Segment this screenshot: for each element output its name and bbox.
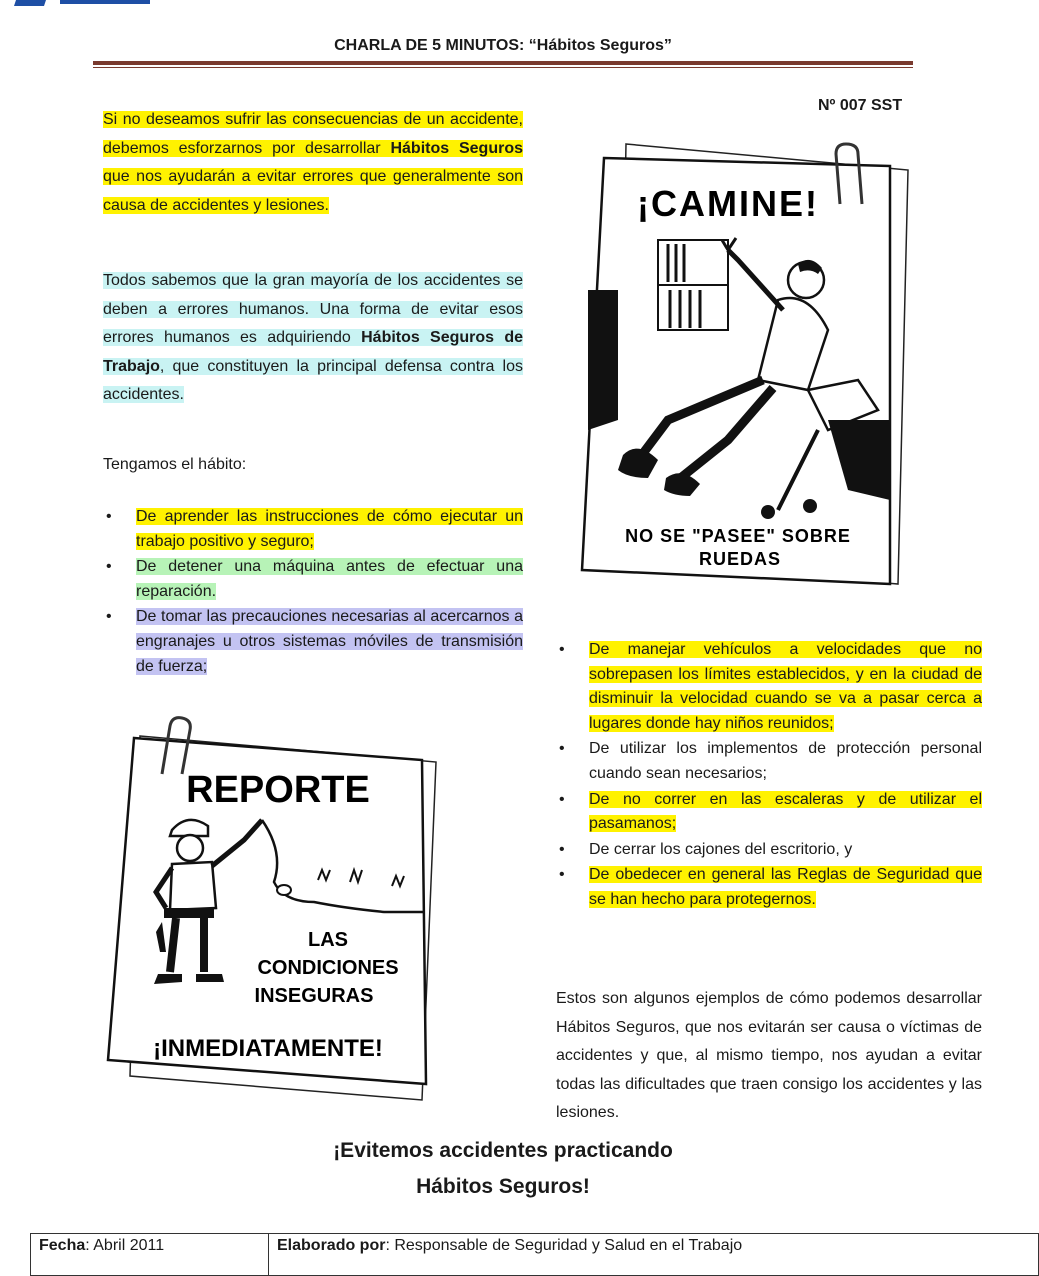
habits-lead-in: Tengamos el hábito:: [103, 456, 247, 473]
title-rule-thick: [93, 61, 913, 65]
fecha-cell: [31, 1234, 269, 1276]
habit-text: De detener una máquina antes de efectuar una reparación.: [136, 558, 523, 600]
list-item: [136, 505, 523, 554]
elaborado-label: Elaborado por: [277, 1237, 386, 1254]
list-item: [136, 555, 523, 604]
table-row: [31, 1234, 1039, 1276]
camine-poster: [578, 140, 912, 592]
habit-text: De obedecer en general las Reglas de Seguridad que se han hecho para protegernos.: [589, 866, 982, 908]
reporte-line-3: INSEGURAS: [254, 985, 374, 1007]
intro-p1-text-b: que nos ayudarán a evitar errores que generalmente son causa de accidentes y lesiones.: [103, 168, 523, 214]
intro-p2-text-b: , que constituyen la principal defensa contra los accidentes.: [103, 357, 523, 404]
list-item: [589, 737, 982, 786]
camine-caption-line-1: NO SE "PASEE" SOBRE: [625, 526, 851, 546]
habit-text: De aprender las instrucciones de cómo ejecutar un trabajo positivo y seguro;: [136, 508, 523, 550]
habit-text: De no correr en las escaleras y de utilizar el pasamanos;: [589, 790, 982, 833]
closing-slogan: [0, 1133, 1006, 1205]
closing-line-2: Hábitos Seguros!: [416, 1175, 590, 1198]
fecha-label: Fecha: [39, 1237, 86, 1254]
worker-head: [177, 835, 203, 861]
habits-list-right: [589, 638, 982, 914]
senati-logo: [0, 0, 180, 12]
intro-p1-text-a: Si no deseamos sufrir las consecuencias de un accidente, debemos esforzarnos por desarrollar: [103, 111, 523, 157]
document-number: Nº 007 SST: [818, 97, 903, 114]
reporte-line-2: CONDICIONES: [257, 957, 399, 979]
list-item: [589, 788, 982, 837]
list-item: [589, 838, 982, 863]
habit-text: De utilizar los implementos de protección personal cuando sean necesarios;: [589, 740, 982, 782]
conclusion-paragraph: Estos son algunos ejemplos de cómo podemos desarrollar Hábitos Seguros, que nos evitarán ser causa o víctimas de accidentes y que, al mismo tiempo, nos ayudan a evitar todas las dificultades que traen consigo los accidentes y las lesiones.: [556, 990, 982, 1122]
elaborado-value: : Responsable de Seguridad y Salud en el Trabajo: [385, 1237, 743, 1254]
intro-paragraph-1: [103, 106, 523, 220]
list-item: [589, 863, 982, 912]
reporte-title: REPORTE: [186, 769, 370, 811]
intro-p2-bold: Hábitos Seguros de Trabajo: [103, 329, 524, 375]
intro-paragraph-2: [103, 267, 523, 410]
worker-body: [170, 862, 216, 910]
list-item: [136, 605, 523, 679]
intro-p2-text-a: Todos sabemos que la gran mayoría de los accidentes se deben a errores humanos. Una forma de evitar esos errores humanos es adquiriendo: [103, 272, 523, 347]
habit-text: De cerrar los cajones del escritorio, y: [589, 840, 853, 858]
elaborado-cell: [269, 1234, 1039, 1276]
fecha-value: : Abril 2011: [85, 1237, 165, 1254]
title-rule-thin: [93, 67, 913, 68]
document-title: CHARLA DE 5 MINUTOS: “Hábitos Seguros”: [334, 37, 672, 54]
habits-list-left: [136, 505, 523, 680]
reporte-bottom: ¡INMEDIATAMENTE!: [153, 1035, 383, 1062]
intro-p1-bold: Hábitos Seguros: [390, 139, 523, 157]
desk-silhouette: [588, 290, 618, 430]
camine-caption-line-2: RUEDAS: [698, 549, 782, 569]
closing-line-1: ¡Evitemos accidentes practicando: [333, 1139, 673, 1162]
reporte-line-1: LAS: [308, 929, 348, 951]
habit-text: De manejar vehículos a velocidades que no sobrepasen los límites establecidos, y en la ciudad de disminuir la velocidad cuando se va a pasar cerca a lugares donde hay niños reunidos;: [589, 641, 982, 732]
reporte-poster: [104, 712, 444, 1104]
camine-title: ¡CAMINE!: [637, 183, 819, 224]
habit-text: De tomar las precauciones necesarias al acercarnos a engranajes u otros sistemas móviles de transmisión de fuerza;: [136, 608, 523, 675]
list-item: [589, 638, 982, 736]
